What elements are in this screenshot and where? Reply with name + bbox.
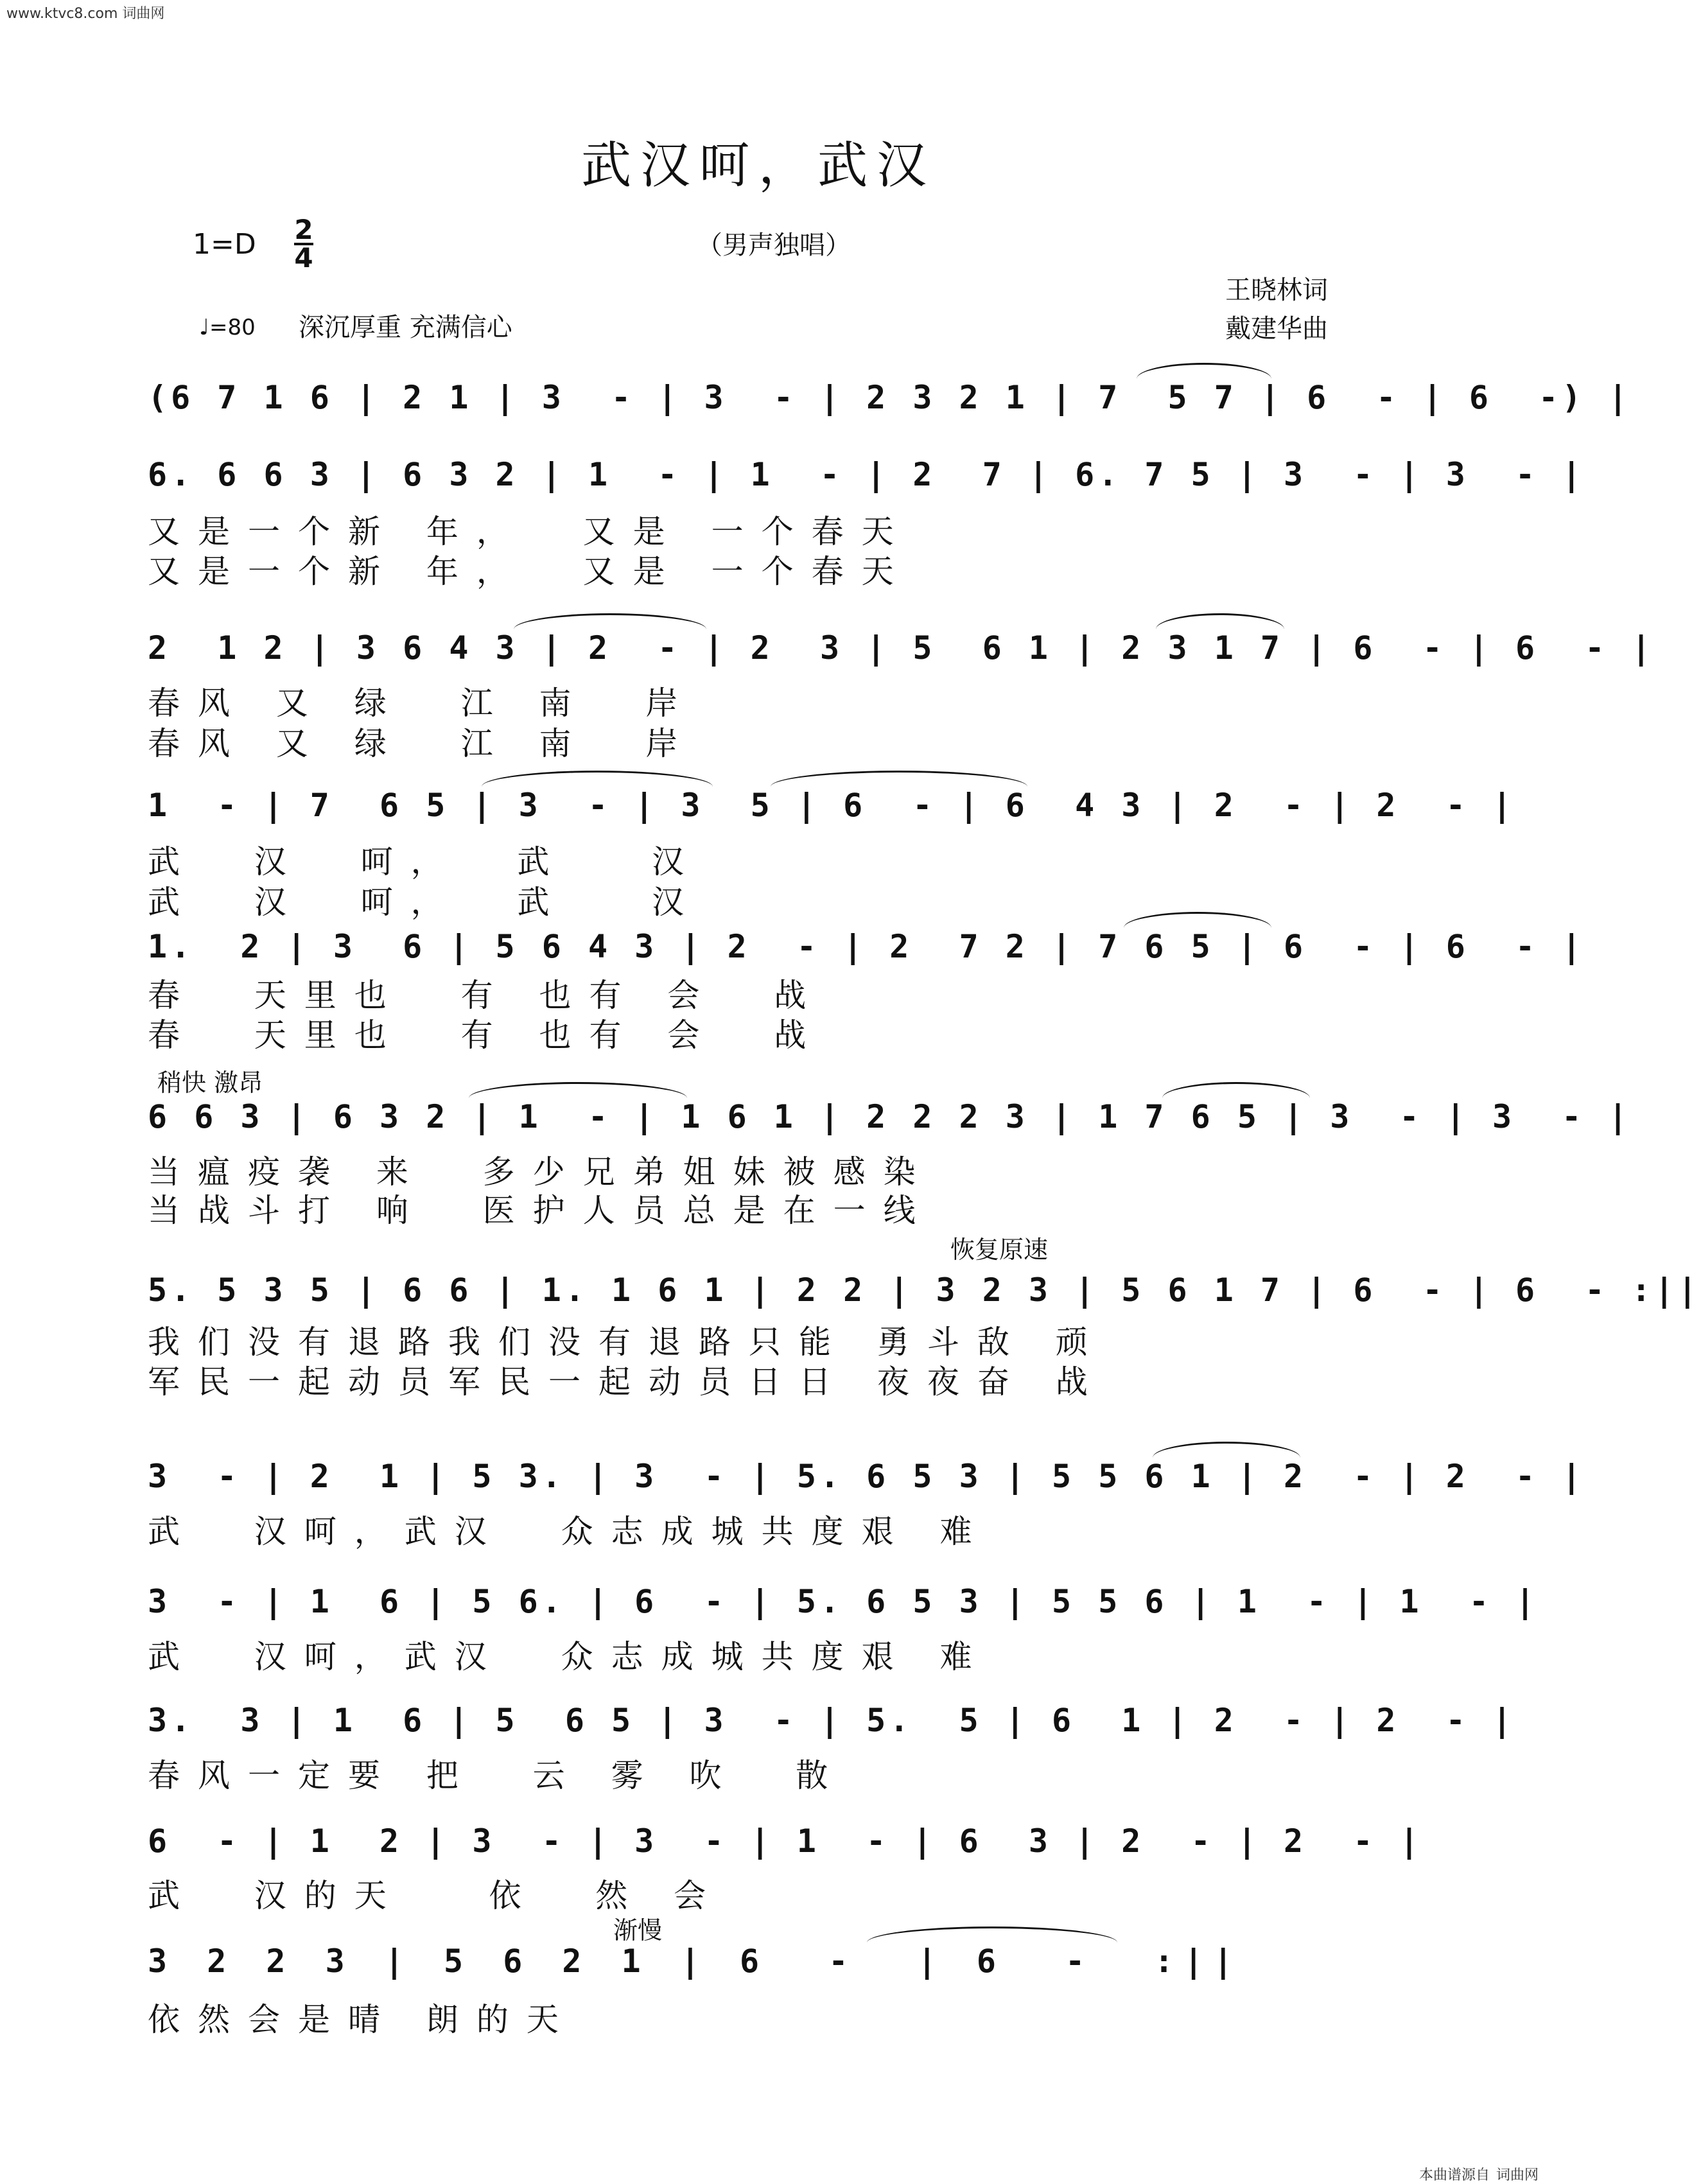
system-4-lyric-1: 武 汉 呵， 武 汉: [148, 843, 702, 880]
system-8-lyric-1: 武 汉呵，武汉 众志成城共度艰 难: [148, 1513, 990, 1550]
tempo-mark: ♩=80: [199, 315, 256, 340]
slur: [1153, 1442, 1300, 1458]
system-12-mark: 渐慢: [613, 1916, 663, 1944]
slur: [867, 1926, 1117, 1943]
system-3-notes: 2 1 2 | 3 6 4 3 | 2 - | 2 3 | 5 6 1 | 2 3 1 7 | 6 - | 6 - |: [148, 629, 1655, 667]
system-2-notes: 6. 6 6 3 | 6 3 2 | 1 - | 1 - | 2 7 | 6. 7 5 | 3 - | 3 - |: [148, 456, 1585, 493]
system-6-lyric-2: 当战斗打 响 医护人员总是在一线: [148, 1192, 934, 1229]
performance-note: （男声独唱）: [697, 231, 851, 260]
time-sig-top: 2: [294, 214, 313, 245]
system-9-lyric-1: 武 汉呵，武汉 众志成城共度艰 难: [148, 1638, 990, 1675]
system-2-lyric-2: 又是一个新 年， 又是 一个春天: [148, 553, 912, 590]
lyricist: 王晓林词: [1225, 275, 1328, 305]
slur: [1162, 1082, 1310, 1098]
footer-source: 本曲谱源自: [1419, 2167, 1490, 2183]
system-2-lyric-1: 又是一个新 年， 又是 一个春天: [148, 513, 912, 550]
composer: 戴建华曲: [1225, 314, 1328, 344]
system-7-lyric-1: 我们没有退路我们没有退路只能 勇斗敌 顽: [148, 1324, 1106, 1361]
time-sig-bottom: 4: [294, 242, 313, 274]
system-7-notes: 5. 5 3 5 | 6 6 | 1. 1 6 1 | 2 2 | 3 2 3 | 5 6 1 7 | 6 - | 6 - :||: [148, 1271, 1701, 1309]
slur: [1137, 363, 1271, 379]
slur: [1156, 613, 1284, 629]
system-5-lyric-1: 春 天里也 有 也有 会 战: [148, 977, 824, 1014]
system-7-mark: 恢复原速: [950, 1236, 1049, 1264]
system-11-notes: 6 - | 1 2 | 3 - | 3 - | 1 - | 6 3 | 2 - | 2 - |: [148, 1822, 1423, 1860]
site-url: www.ktvc8.com: [6, 6, 118, 22]
footer-site: 词曲网: [1496, 2167, 1539, 2183]
system-12-notes: 3 2 2 3 | 5 6 2 1 | 6 - | 6 - :||: [148, 1943, 1243, 1980]
time-signature: [294, 214, 313, 274]
system-7-lyric-2: 军民一起动员军民一起动员日日 夜夜奋 战: [148, 1363, 1106, 1401]
system-5-notes: 1. 2 | 3 6 | 5 6 4 3 | 2 - | 2 7 2 | 7 6 5 | 6 - | 6 - |: [148, 928, 1585, 965]
site-watermark: [6, 3, 164, 22]
system-9-notes: 3 - | 1 6 | 5 6. | 6 - | 5. 6 5 3 | 5 5 6 | 1 - | 1 - |: [148, 1583, 1539, 1620]
system-4-lyric-2: 武 汉 呵， 武 汉: [148, 884, 702, 921]
slur: [1124, 912, 1271, 928]
system-12-lyric-1: 依然会是晴 朗的天: [148, 2001, 577, 2038]
system-6-notes: 6 6 3 | 6 3 2 | 1 - | 1 6 1 | 2 2 2 3 | 1 7 6 5 | 3 - | 3 - |: [148, 1098, 1632, 1135]
system-5-lyric-2: 春 天里也 有 也有 会 战: [148, 1017, 824, 1054]
system-11-lyric-1: 武 汉的天 依 然 会: [148, 1877, 724, 1914]
slur: [482, 771, 713, 787]
system-6-mark: 稍快 激昂: [157, 1069, 263, 1097]
system-1-notes: (6 7 1 6 | 2 1 | 3 - | 3 - | 2 3 2 1 | 7 5 7 | 6 - | 6 -) |: [148, 379, 1632, 416]
slur: [514, 613, 706, 629]
system-3-lyric-1: 春风 又 绿 江 南 岸: [148, 685, 696, 722]
key-signature: 1=D: [193, 228, 256, 261]
site-name: 词曲网: [122, 6, 165, 22]
system-10-notes: 3. 3 | 1 6 | 5 6 5 | 3 - | 5. 5 | 6 1 | 2 - | 2 - |: [148, 1702, 1516, 1739]
expression-mark: 深沉厚重 充满信心: [299, 313, 512, 342]
system-8-notes: 3 - | 2 1 | 5 3. | 3 - | 5. 6 5 3 | 5 5 6 1 | 2 - | 2 - |: [148, 1458, 1585, 1495]
song-title: 武汉呵，武汉: [581, 137, 936, 195]
system-4-notes: 1 - | 7 6 5 | 3 - | 3 5 | 6 - | 6 4 3 | 2 - | 2 - |: [148, 787, 1516, 824]
system-3-lyric-2: 春风 又 绿 江 南 岸: [148, 725, 696, 762]
slur: [469, 1082, 687, 1098]
system-10-lyric-1: 春风一定要 把 云 雾 吹 散: [148, 1757, 846, 1794]
system-6-lyric-1: 当瘟疫袭 来 多少兄弟姐妹被感染: [148, 1153, 934, 1191]
slur: [771, 771, 1027, 787]
